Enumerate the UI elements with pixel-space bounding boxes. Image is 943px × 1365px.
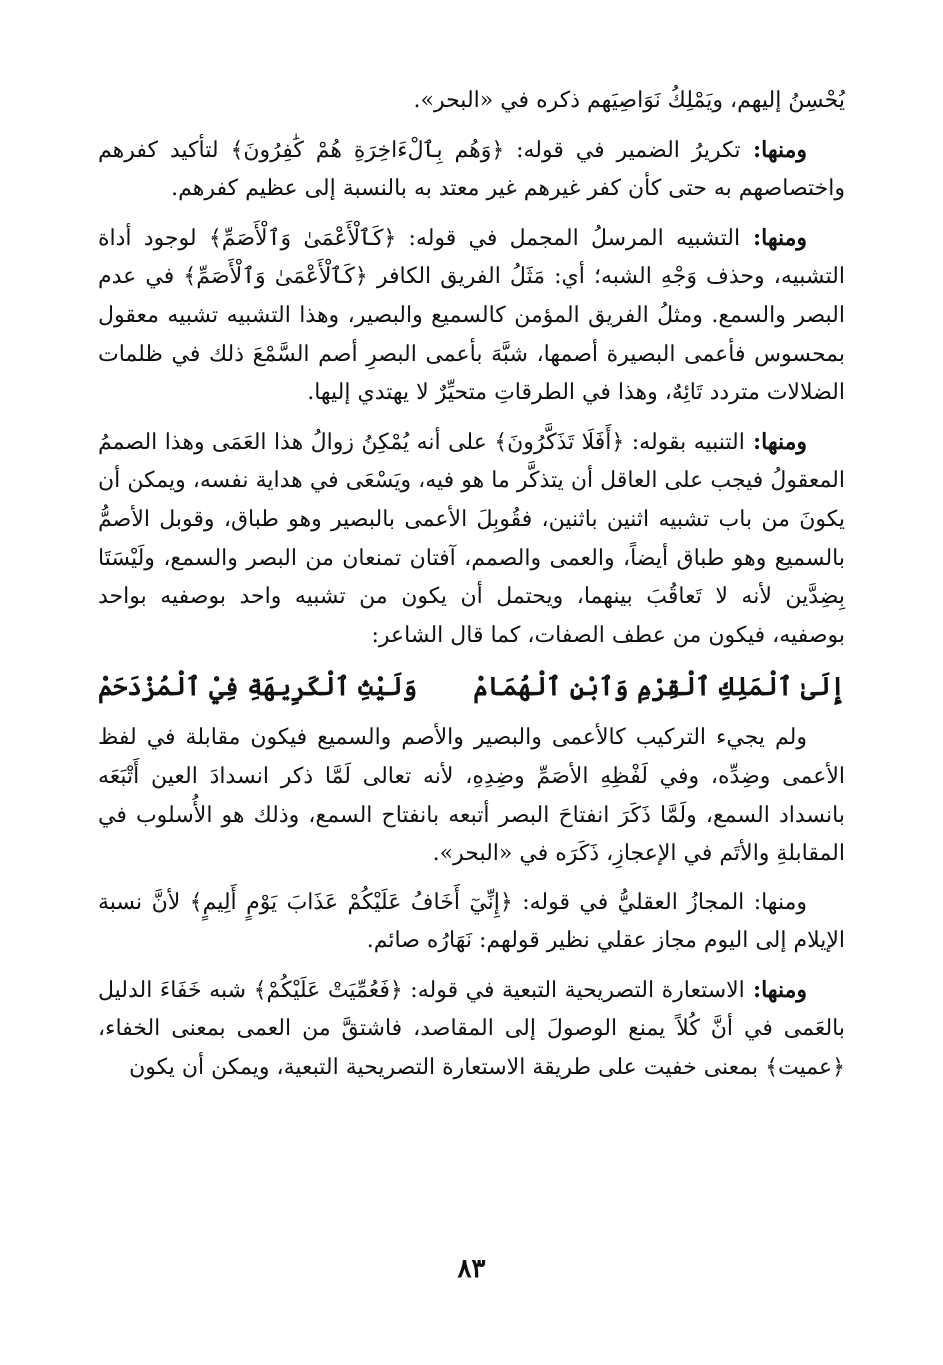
paragraph-3-text: التشبيه المرسلُ المجمل في قوله: ﴿كَٱلْأَعْمَىٰ وَٱلْأَصَمِّ﴾ لوجود أداة التشبيه، وحذف وَجْهِ الشبه؛ أي: مَثَلُ الفريق الكافر ﴿كَٱلْأَعْمَىٰ وَٱلْأَصَمِّ﴾ في عدم البصر والسمع. ومثلُ الفريق المؤمن كالسميع والبصير، وهذا التشبيه تشبيه معقول بمحسوس فأعمى البصيرة أصمها، شبَّهَ بأعمى البصرِ أصم السَّمْعَ ذلك في ظلمات الضلالات متردد تَائِهٌ، وهذا في الطرقاتِ متحيِّرٌ لا يهتدي إليها. [98,225,845,406]
paragraph-3 [98,219,845,413]
paragraph-2-lead: ومنها: [740,136,808,163]
paragraph-6-text: ومنها: المجازُ العقليُّ في قوله: ﴿إِنِّيٓ أَخَافُ عَلَيْكُمْ عَذَابَ يَوْمٍ أَلِيمٍ﴾ لأنَّ نسبة الإيلام إلى اليوم مجاز عقلي نظير قولهم: نَهَارُه صائم. [98,889,845,954]
paragraph-7-text: الاستعارة التصريحية التبعية في قوله: ﴿فَعُمِّيَتْ عَلَيْكُمْ﴾ شبه خَفَاءَ الدليل بالعَمى في أنَّ كُلاً يمنع الوصولَ إلى المقاصد، فاشتقَّ من العمى بمعنى الخفاء، ﴿عميت﴾ بمعنى خفيت على طريقة الاستعارة التصريحية التبعية، ويمكن أن يكون [98,977,845,1081]
verse-second-hemistich: وَلَيْثِ ٱلْكَرِيهَةِ فِيْ ٱلْمُزْدَحَمْ [98,672,418,702]
paragraph-2 [98,131,845,209]
paragraph-4 [98,423,845,656]
paragraph-5 [98,719,845,873]
verse-first-hemistich: إِلَىٰ ٱلْمَلِكِ ٱلْقِرْمِ وَٱبْنِ ٱلْهُمَامْ [473,672,845,702]
paragraph-7-lead: ومنها: [744,976,807,1003]
paragraph-3-lead: ومنها: [740,224,808,251]
paragraph-5-text: ولم يجيء التركيب كالأعمى والبصير والأصم والسميع فيكون مقابلة في لفظ الأعمى وضِدِّه، وفي لَفْظِهِ الأصَمِّ وضِدِهِ، لأنه تعالى لَمَّا ذكر انسدادَ العين أَتْبَعَه بانسداد السمع، ولَمَّا ذَكَرَ انفتاحَ البصر أتبعه بانفتاح السمع، وذلك هو الأُسلوب في المقابلةِ والأتَم في الإعجازِ، ذَكَرَه في «البحر». [98,725,845,867]
paragraph-4-text: التنبيه بقوله: ﴿أَفَلَا تَذَكَّرُونَ﴾ على أنه يُمْكِنُ زوالُ هذا العَمَى وهذا الصممُ المعقولُ فيجب على العاقل أن يتذكَّر ما هو فيه، ويَسْعَى في هداية نفسه، ويمكن أن يكونَ من باب تشبيه اثنين باثنين، فقُوبِلَ الأعمى بالبصير وهو طباق، وقوبل الأصمُّ بالسميع وهو طباق أيضاً، والعمى والصمم، آفتان تمنعان من البصر والسمع، ولَيْسَتَا بِضِدَّين لأنه لا تَعاقُبَ بينهما، ويحتمل أن يكون من تشبيه واحد بوصفيه بواحد بوصفيه، فيكون من عطف الصفات، كما قال الشاعر: [98,429,845,648]
paragraph-7 [98,971,845,1088]
poetry-verse [98,665,845,709]
paragraph-6 [98,884,845,961]
page-body [98,82,845,1098]
paragraph-2-text: تكريرُ الضمير في قوله: ﴿وَهُم بِٱلْءَاخِرَةِ هُمْ كَٰفِرُونَ﴾ لتأكيد كفرهم واختصاصهم به حتى كأن كفر غيرهم غير معتد به بالنسبة إلى عظيم كفرهم. [98,137,845,202]
page-number: ٨٣ [457,1254,486,1284]
paragraph-4-lead: ومنها: [744,428,808,455]
paragraph-1-text: يُحْسِنُ إليهم، ويَمْلِكُ نَوَاصِيَهم ذكره في «البحر». [413,88,845,113]
paragraph-1 [98,82,845,121]
